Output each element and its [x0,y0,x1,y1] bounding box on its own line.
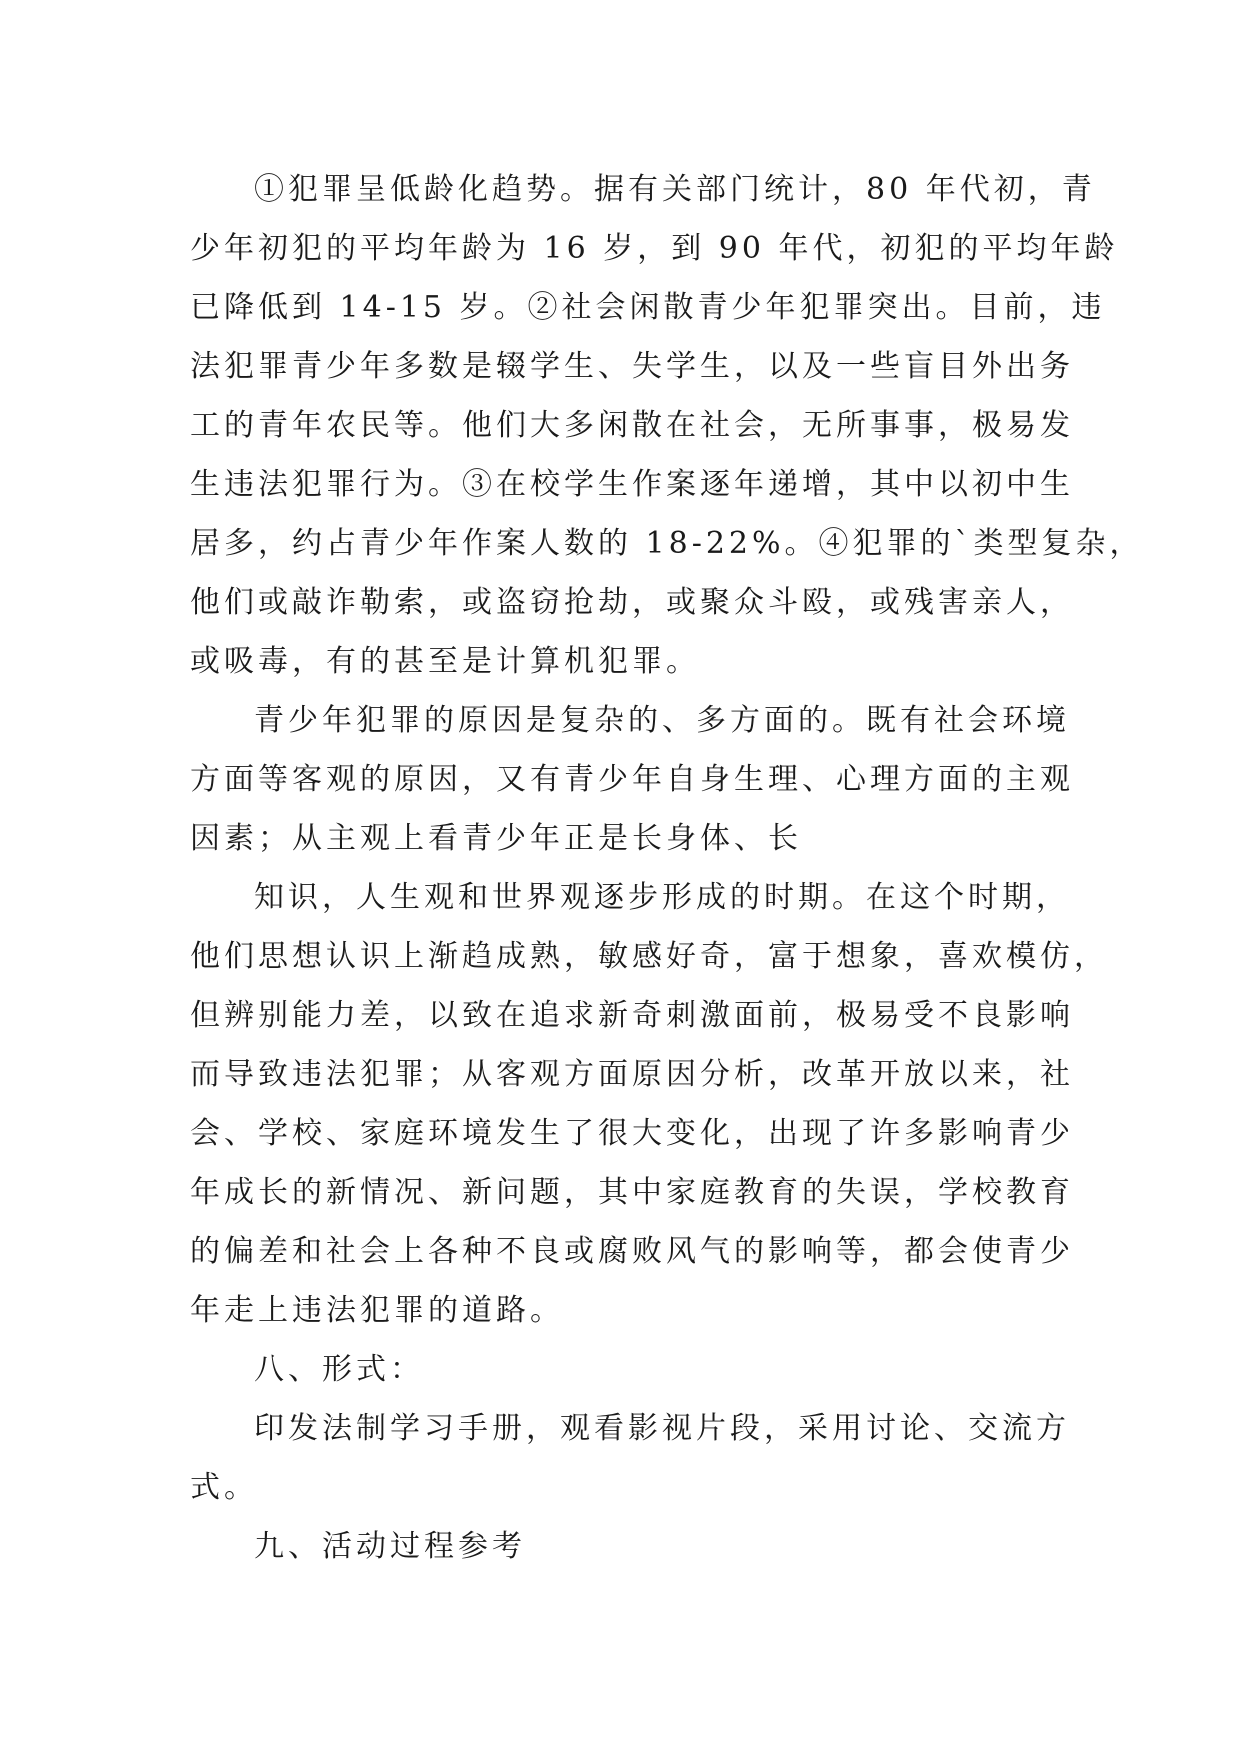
text-line: 年走上违法犯罪的道路。 [190,1293,564,1328]
paragraph-crime-causes [190,691,1074,868]
text-line: 式。 [190,1470,258,1505]
text-line: 因素；从主观上看青少年正是长身体、长 [190,821,802,856]
document-body [190,160,1144,1576]
text-line: 的偏差和社会上各种不良或腐败风气的影响等，都会使青少 [190,1234,1074,1269]
text-line: 少年初犯的平均年龄为 16 岁，到 90 年代，初犯的平均年龄 [190,231,1119,266]
text-line: 会、学校、家庭环境发生了很大变化，出现了许多影响青少 [190,1116,1074,1151]
text-line: 青少年犯罪的原因是复杂的、多方面的。既有社会环境 [254,703,1070,738]
text-line: 生违法犯罪行为。③在校学生作案逐年递增，其中以初中生 [190,467,1074,502]
section-heading-form [190,1340,1070,1399]
text-line: 八、形式： [254,1352,424,1387]
text-line: 九、活动过程参考 [254,1529,526,1564]
text-line: 他们思想认识上渐趋成熟，敏感好奇，富于想象，喜欢模仿， [190,939,1108,974]
paragraph-form-description [190,1399,1070,1517]
text-line: 方面等客观的原因，又有青少年自身生理、心理方面的主观 [190,762,1074,797]
text-line: 法犯罪青少年多数是辍学生、失学生，以及一些盲目外出务 [190,349,1074,384]
text-line: 知识，人生观和世界观逐步形成的时期。在这个时期， [254,880,1070,915]
text-line: 但辨别能力差，以致在追求新奇刺激面前，极易受不良影响 [190,998,1074,1033]
text-line: 印发法制学习手册，观看影视片段，采用讨论、交流方 [254,1411,1070,1446]
text-line: ①犯罪呈低龄化趋势。据有关部门统计，80 年代初，青 [254,172,1096,207]
text-line: 他们或敲诈勒索，或盗窃抢劫，或聚众斗殴，或残害亲人， [190,585,1074,620]
section-heading-activity-process [190,1517,1070,1576]
text-line: 工的青年农民等。他们大多闲散在社会，无所事事，极易发 [190,408,1074,443]
text-line: 而导致违法犯罪；从客观方面原因分析，改革开放以来，社 [190,1057,1074,1092]
paragraph-crime-trends [190,160,1144,691]
text-line: 年成长的新情况、新问题，其中家庭教育的失误，学校教育 [190,1175,1074,1210]
text-line: 已降低到 14-15 岁。②社会闲散青少年犯罪突出。目前，违 [190,290,1106,325]
paragraph-subjective-objective [190,868,1108,1340]
text-line: 或吸毒，有的甚至是计算机犯罪。 [190,644,700,679]
text-line: 居多，约占青少年作案人数的 18-22%。④犯罪的`类型复杂， [190,526,1144,561]
